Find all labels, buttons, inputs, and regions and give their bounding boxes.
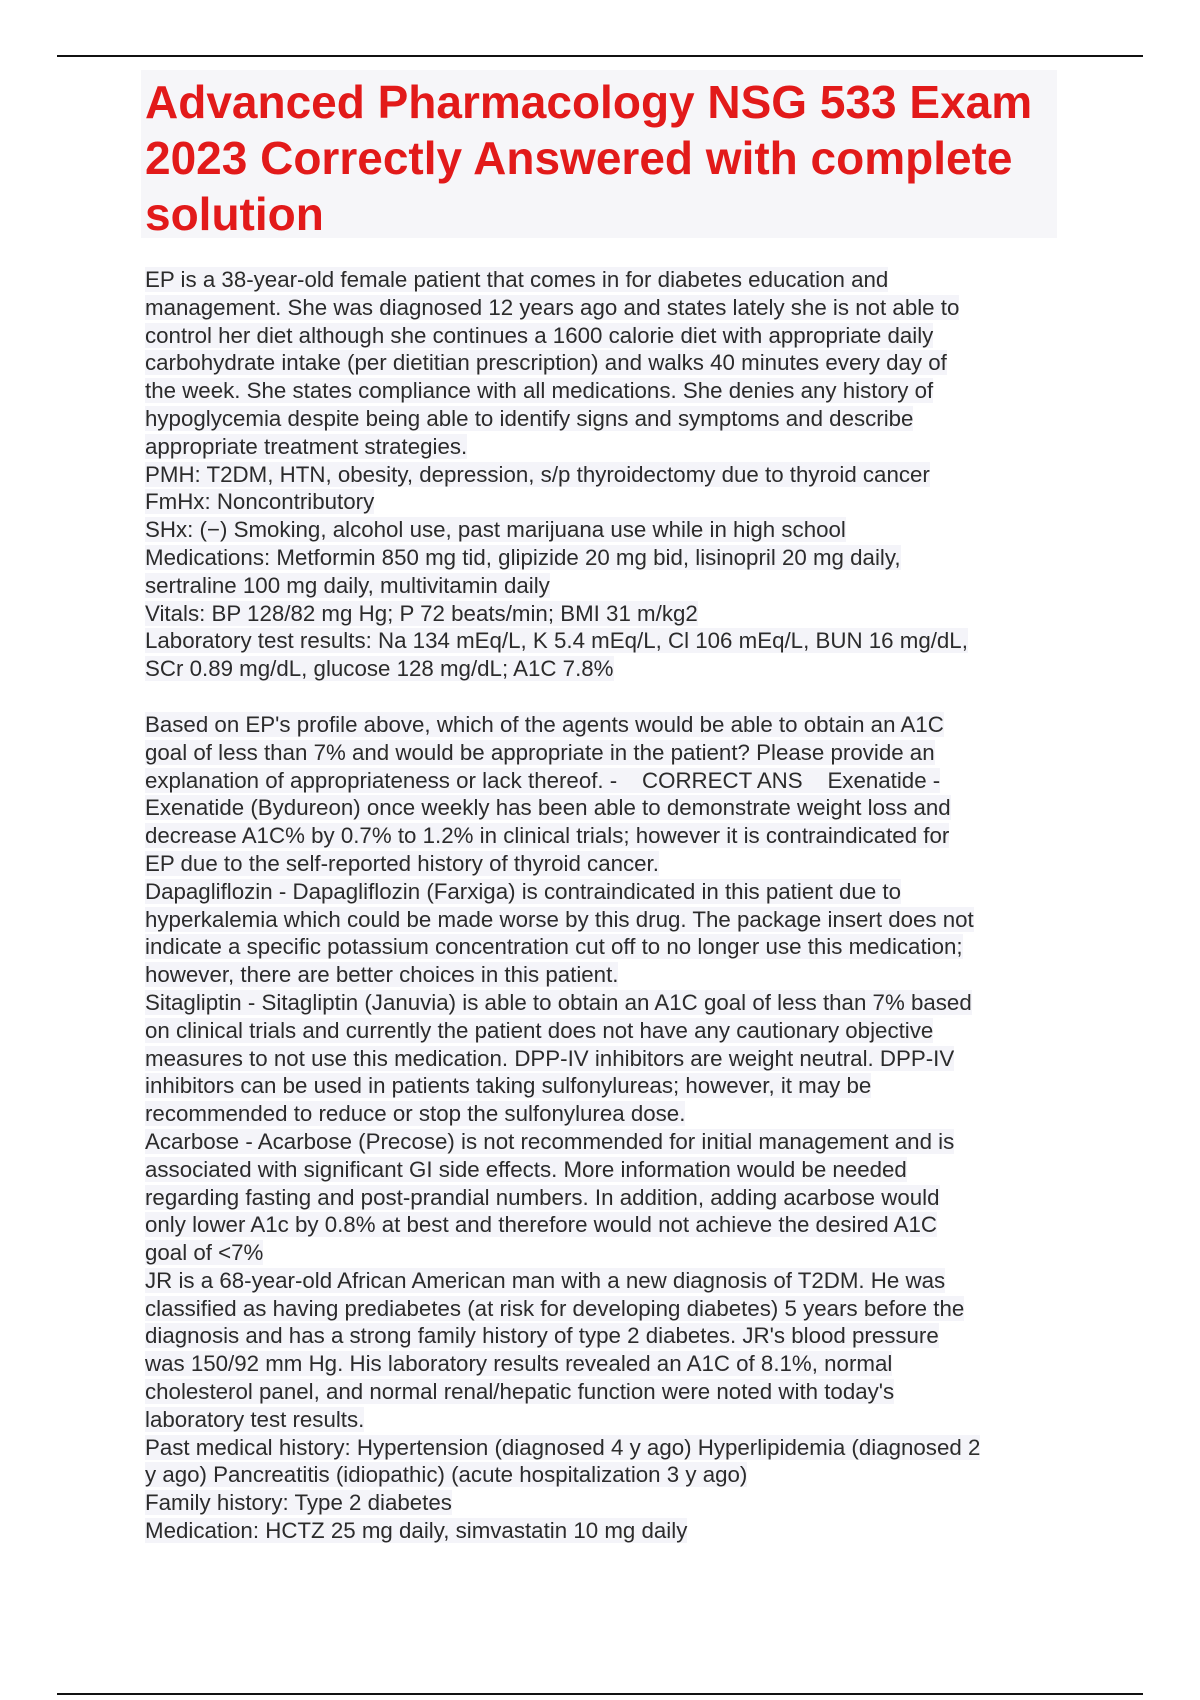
text-line-content: Based on EP's profile above, which of the agents would be able to obtain an A1C: [145, 711, 944, 737]
text-line: [145, 572, 1145, 600]
text-line: [145, 1406, 1145, 1434]
text-line-content: Acarbose - Acarbose (Precose) is not recommended for initial management and is: [145, 1128, 955, 1154]
text-line-content: diagnosis and has a strong family history of type 2 diabetes. JR's blood pressure: [145, 1323, 939, 1349]
text-line-content: EP due to the self-reported history of thyroid cancer.: [145, 850, 659, 876]
text-line-content: measures to not use this medication. DPP-IV inhibitors are weight neutral. DPP-IV: [145, 1045, 955, 1071]
text-line: [145, 1045, 1145, 1073]
text-line: [145, 1378, 1145, 1406]
text-line-content: EP is a 38-year-old female patient that comes in for diabetes education and: [145, 267, 889, 292]
text-line: [145, 461, 1145, 489]
text-line: [145, 1239, 1145, 1267]
text-line-content: classified as having prediabetes (at risk for developing diabetes) 5 years before the: [145, 1295, 965, 1321]
text-line-content: Past medical history: Hypertension (diagnosed 4 y ago) Hyperlipidemia (diagnosed 2: [145, 1434, 981, 1460]
text-line: [145, 1295, 1145, 1323]
text-line-content: sertraline 100 mg daily, multivitamin daily: [145, 572, 550, 598]
text-line: [145, 906, 1145, 934]
text-line: [145, 1072, 1145, 1100]
text-line: [145, 1461, 1145, 1489]
text-line: [145, 1434, 1145, 1462]
text-line-content: only lower A1c by 0.8% at best and therefore would not achieve the desired A1C: [145, 1212, 938, 1238]
title-block: [141, 70, 1057, 238]
text-line-content: goal of less than 7% and would be appropriate in the patient? Please provide an: [145, 739, 935, 765]
text-line: [145, 961, 1145, 989]
top-rule: [57, 55, 1143, 57]
text-line-content: hypoglycemia despite being able to identify signs and symptoms and describe: [145, 405, 914, 431]
text-line-content: appropriate treatment strategies.: [145, 433, 468, 459]
text-line-content: associated with significant GI side effects. More information would be needed: [145, 1156, 907, 1182]
text-line-content: inhibitors can be used in patients taking sulfonylureas; however, it may be: [145, 1073, 872, 1099]
text-line: [145, 878, 1145, 906]
text-line-content: SCr 0.89 mg/dL, glucose 128 mg/dL; A1C 7.8%: [145, 656, 614, 682]
text-line: [145, 600, 1145, 628]
text-line-content: was 150/92 mm Hg. His laboratory results revealed an A1C of 8.1%, normal: [145, 1351, 893, 1377]
text-line: [145, 1322, 1145, 1350]
text-line-content: explanation of appropriateness or lack thereof. - CORRECT ANS Exenatide -: [145, 767, 941, 793]
text-line: [145, 488, 1145, 516]
text-line: [145, 1517, 1145, 1545]
text-line: [145, 1267, 1145, 1295]
text-line: [145, 739, 1145, 767]
text-line: [145, 294, 1145, 322]
text-line-content: carbohydrate intake (per dietitian prescription) and walks 40 minutes every day of: [145, 350, 947, 376]
text-line: [145, 767, 1145, 795]
text-line-content: JR is a 68-year-old African American man with a new diagnosis of T2DM. He was: [145, 1267, 946, 1293]
document-title: Advanced Pharmacology NSG 533 Exam 2023 Correctly Answered with complete solution: [145, 76, 1033, 240]
text-line-content: indicate a specific potassium concentration cut off to no longer use this medication;: [145, 934, 963, 960]
text-line: [145, 1350, 1145, 1378]
text-line-content: SHx: (−) Smoking, alcohol use, past marijuana use while in high school: [145, 517, 846, 543]
text-line-content: control her diet although she continues a 1600 calorie diet with appropriate daily: [145, 322, 934, 348]
text-line-content: laboratory test results.: [145, 1406, 365, 1432]
text-line: [145, 850, 1145, 878]
document-body: [145, 266, 1145, 1545]
text-line-content: regarding fasting and post-prandial numbers. In addition, adding acarbose would: [145, 1184, 940, 1210]
text-line: [145, 405, 1145, 433]
text-line: [145, 433, 1145, 461]
text-line-content: Medications: Metformin 850 mg tid, glipizide 20 mg bid, lisinopril 20 mg daily,: [145, 544, 901, 570]
text-line-content: goal of <7%: [145, 1240, 264, 1266]
text-line: [145, 627, 1145, 655]
text-line: [145, 989, 1145, 1017]
text-line-content: however, there are better choices in this patient.: [145, 962, 619, 988]
text-line-content: decrease A1C% by 0.7% to 1.2% in clinical trials; however it is contraindicated for: [145, 823, 950, 849]
text-line: [145, 1128, 1145, 1156]
paragraph-gap: [145, 683, 1145, 711]
text-line: [145, 1156, 1145, 1184]
text-line-content: Dapagliflozin - Dapagliflozin (Farxiga) is contraindicated in this patient due to: [145, 878, 902, 904]
text-line-content: hyperkalemia which could be made worse by this drug. The package insert does not: [145, 906, 974, 932]
text-line: [145, 933, 1145, 961]
text-line: [145, 794, 1145, 822]
text-line-content: Laboratory test results: Na 134 mEq/L, K 5.4 mEq/L, Cl 106 mEq/L, BUN 16 mg/dL,: [145, 628, 968, 654]
text-line-content: Sitagliptin - Sitagliptin (Januvia) is able to obtain an A1C goal of less than 7% based: [145, 989, 972, 1015]
text-line: [145, 377, 1145, 405]
text-line-content: y ago) Pancreatitis (idiopathic) (acute hospitalization 3 y ago): [145, 1462, 748, 1488]
text-line: [145, 822, 1145, 850]
text-line: [145, 1184, 1145, 1212]
text-line-content: management. She was diagnosed 12 years ago and states lately she is not able to: [145, 294, 960, 320]
text-line: [145, 1489, 1145, 1517]
text-line: [145, 655, 1145, 683]
text-line: [145, 349, 1145, 377]
text-line: [145, 544, 1145, 572]
text-line-content: Family history: Type 2 diabetes: [145, 1490, 452, 1516]
text-line: [145, 1100, 1145, 1128]
text-line-content: FmHx: Noncontributory: [145, 489, 375, 515]
text-line-content: on clinical trials and currently the patient does not have any cautionary objective: [145, 1017, 934, 1043]
text-line-content: cholesterol panel, and normal renal/hepatic function were noted with today's: [145, 1379, 895, 1405]
text-line: [145, 266, 1145, 294]
text-line-content: the week. She states compliance with all medications. She denies any history of: [145, 378, 934, 404]
text-line: [145, 711, 1145, 739]
text-line-content: Exenatide (Bydureon) once weekly has been able to demonstrate weight loss and: [145, 795, 951, 821]
text-line: [145, 1211, 1145, 1239]
text-line-content: recommended to reduce or stop the sulfonylurea dose.: [145, 1101, 686, 1127]
text-line: [145, 516, 1145, 544]
text-line-content: PMH: T2DM, HTN, obesity, depression, s/p thyroidectomy due to thyroid cancer: [145, 461, 930, 487]
text-line: [145, 1017, 1145, 1045]
text-line-content: Vitals: BP 128/82 mg Hg; P 72 beats/min; BMI 31 m/kg2: [145, 600, 698, 626]
bottom-rule: [57, 1693, 1143, 1695]
text-line: [145, 322, 1145, 350]
text-line-content: Medication: HCTZ 25 mg daily, simvastatin 10 mg daily: [145, 1518, 688, 1544]
